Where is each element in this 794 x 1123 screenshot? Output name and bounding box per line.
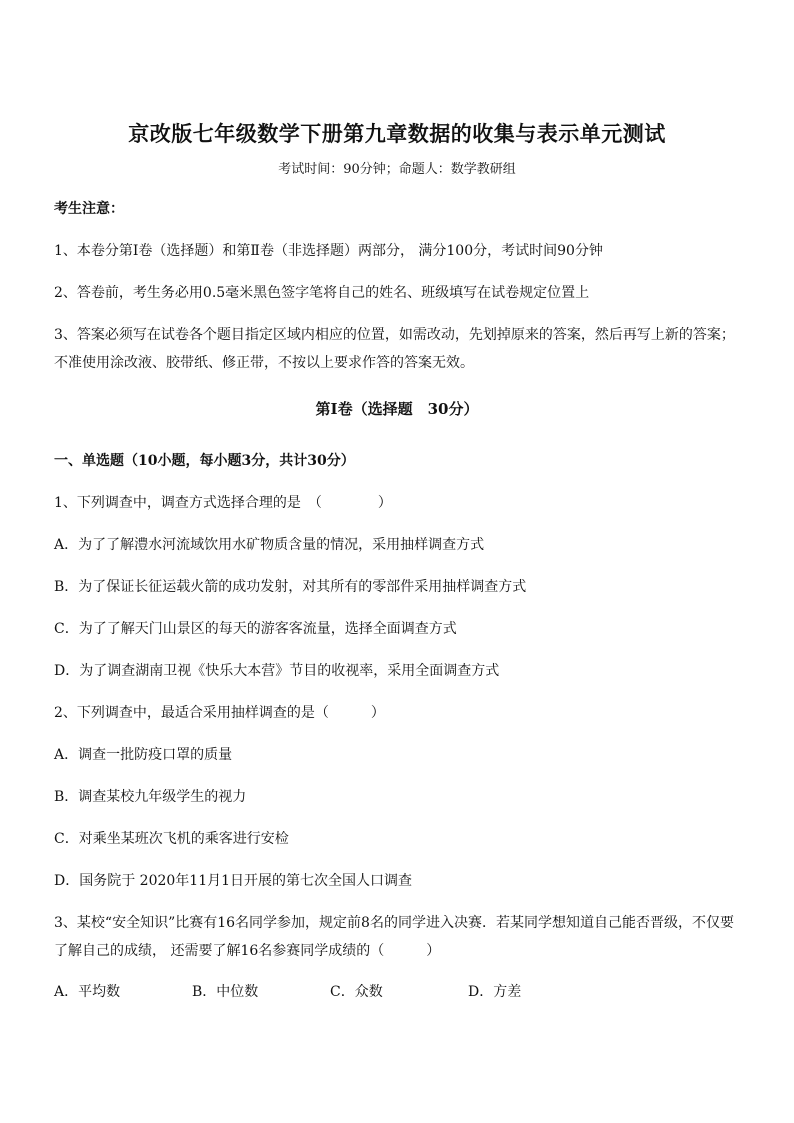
- question-3-option-a: A．平均数: [54, 984, 121, 1000]
- question-1-option-a: A．为了了解澧水河流域饮用水矿物质含量的情况，采用抽样调查方式: [54, 537, 485, 553]
- exam-info: 考试时间：90分钟；命题人：数学教研组: [278, 162, 516, 177]
- question-1-option-c: C．为了了解天门山景区的每天的游客客流量，选择全面调查方式: [54, 621, 457, 637]
- question-3-option-c: C．众数: [330, 984, 383, 1000]
- question-stem-3: 3、某校“安全知识”比赛有16名同学参加，规定前8名的同学进入决赛．若某同学想知道自己能否晋级，不仅要了解自己的成绩， 还需要了解16名参赛同学成绩的（ ）: [54, 915, 734, 959]
- question-3-option-d: D．方差: [468, 984, 522, 1000]
- notice-heading: 考生注意：: [54, 201, 124, 217]
- question-2-option-d: D．国务院于 2020年11月1日开展的第七次全国人口调查: [54, 873, 413, 889]
- page-title: 京改版七年级数学下册第九章数据的收集与表示单元测试: [128, 121, 666, 146]
- question-stem-1: 1、下列调查中，调查方式选择合理的是 （ ）: [54, 495, 392, 511]
- part-title: 第Ⅰ卷（选择题 30分）: [315, 400, 479, 418]
- notice-item-1: 1、本卷分第Ⅰ卷（选择题）和第Ⅱ卷（非选择题）两部分， 满分100分，考试时间90分钟: [54, 243, 603, 259]
- question-3-option-b: B．中位数: [192, 984, 259, 1000]
- question-3-options: [54, 978, 744, 1006]
- question-stem-2: 2、下列调查中，最适合采用抽样调查的是（ ）: [54, 705, 385, 721]
- notice-item-3: 3、答案必须写在试卷各个题目指定区域内相应的位置，如需改动，先划掉原来的答案，然后再写上新的答案；不准使用涂改液、胶带纸、修正带，不按以上要求作答的答案无效。: [54, 327, 735, 371]
- question-2-option-c: C．对乘坐某班次飞机的乘客进行安检: [54, 831, 289, 847]
- question-2-option-b: B．调查某校九年级学生的视力: [54, 789, 247, 805]
- notice-item-2: 2、答卷前，考生务必用0.5毫米黑色签字笔将自己的姓名、班级填写在试卷规定位置上: [54, 285, 590, 301]
- question-1-option-d: D．为了调查湖南卫视《快乐大本营》节目的收视率，采用全面调查方式: [54, 663, 500, 679]
- question-1-option-b: B．为了保证长征运载火箭的成功发射，对其所有的零部件采用抽样调查方式: [54, 579, 527, 595]
- section-heading: 一、单选题（10小题，每小题3分，共计30分）: [54, 453, 355, 469]
- question-2-option-a: A．调查一批防疫口罩的质量: [54, 747, 233, 763]
